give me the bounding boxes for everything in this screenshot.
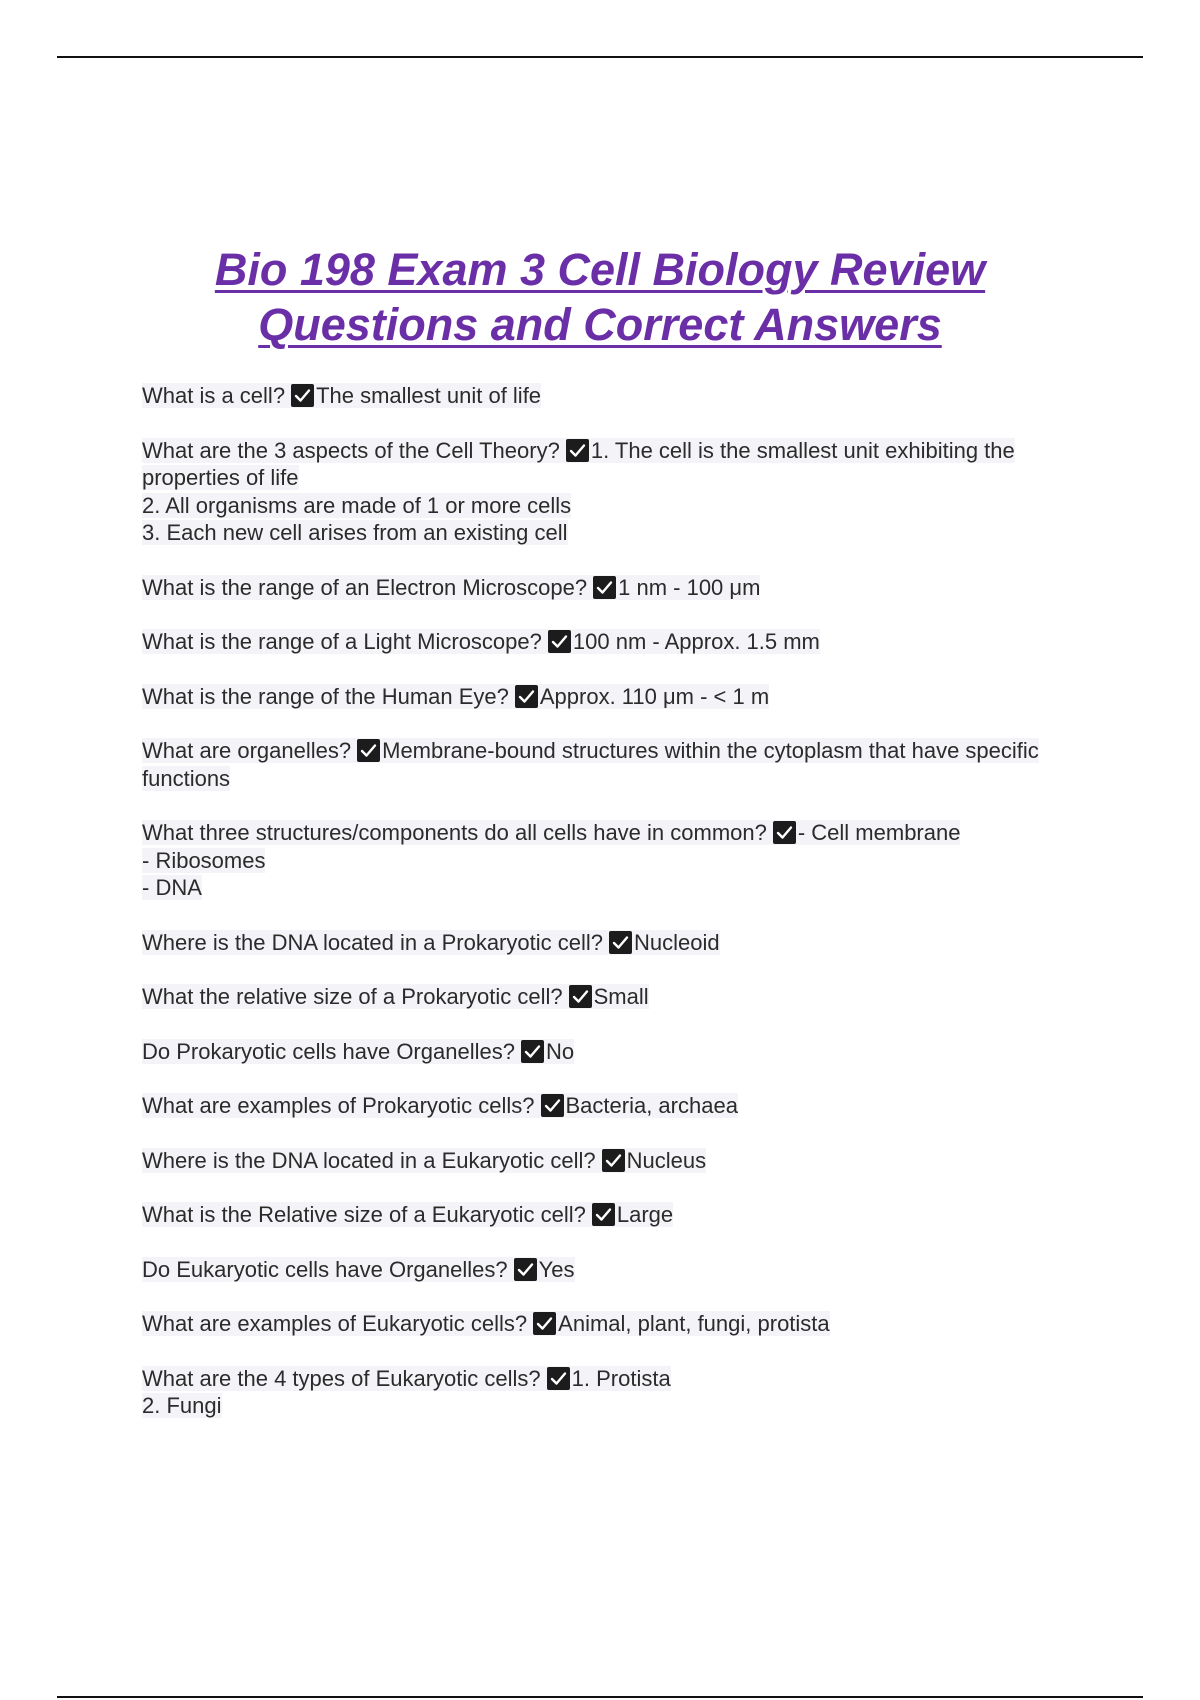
answer-line: No <box>545 1038 575 1064</box>
qa-text <box>142 820 960 900</box>
qa-text <box>142 1257 575 1282</box>
qa-text <box>142 1366 671 1419</box>
question-text: What are examples of Eukaryotic cells? <box>142 1311 528 1336</box>
answer-line: 1. Protista <box>571 1365 671 1391</box>
qa-item <box>142 683 1062 711</box>
question-text: What is the range of an Electron Microscope? <box>142 574 588 600</box>
qa-list <box>142 382 1062 1447</box>
answer-line: - Cell membrane <box>797 820 961 845</box>
question-text: What the relative size of a Prokaryotic cell? <box>142 984 563 1009</box>
document-title <box>0 242 1200 352</box>
question-text: What are the 3 aspects of the Cell Theory? <box>142 437 560 463</box>
answer-line: Nucleus <box>626 1147 707 1173</box>
answer-line: Animal, plant, fungi, protista <box>558 1311 830 1336</box>
check-box-icon <box>533 1312 556 1335</box>
qa-item <box>142 574 1062 602</box>
check-box-icon <box>357 739 380 762</box>
qa-item <box>142 737 1062 792</box>
check-box-icon <box>291 384 314 407</box>
qa-item <box>142 1147 1062 1175</box>
answer-line: The smallest unit of life <box>316 383 542 408</box>
question-text: What is the range of a Light Microscope? <box>142 629 542 654</box>
qa-item <box>142 1201 1062 1229</box>
top-rule <box>57 56 1143 58</box>
answer-line: Nucleoid <box>633 929 720 955</box>
title-line: Bio 198 Exam 3 Cell Biology Review <box>214 244 986 295</box>
check-box-icon <box>521 1040 544 1063</box>
qa-text <box>142 1148 706 1173</box>
qa-item <box>142 983 1062 1011</box>
qa-text <box>142 1039 574 1064</box>
qa-text <box>142 629 820 654</box>
answer-line: Yes <box>538 1256 575 1282</box>
question-text: What is a cell? <box>142 383 286 408</box>
answer-line: 2. All organisms are made of 1 or more cells <box>142 492 572 518</box>
check-box-icon <box>569 985 592 1008</box>
qa-text <box>142 1093 738 1118</box>
qa-item <box>142 1365 1062 1420</box>
check-box-icon <box>514 1258 537 1281</box>
question-text: What three structures/components do all cells have in common? <box>142 820 767 845</box>
question-text: What is the Relative size of a Eukaryotic cell? <box>142 1202 586 1227</box>
title-line: Questions and Correct Answers <box>258 299 942 350</box>
answer-line: 3. Each new cell arises from an existing cell <box>142 520 568 545</box>
qa-item <box>142 1092 1062 1120</box>
question-text: What is the range of the Human Eye? <box>142 683 509 709</box>
qa-text <box>142 1202 673 1227</box>
check-box-icon <box>515 685 538 708</box>
check-box-icon <box>609 931 632 954</box>
question-text: Where is the DNA located in a Eukaryotic cell? <box>142 1147 596 1173</box>
question-text: Where is the DNA located in a Prokaryotic cell? <box>142 929 603 955</box>
check-box-icon <box>548 630 571 653</box>
qa-text <box>142 684 769 709</box>
answer-line: 1. The cell is the smallest unit exhibiting the properties of life <box>142 437 1015 490</box>
answer-line: Bacteria, archaea <box>565 1093 738 1118</box>
answer-line: - Ribosomes <box>142 847 266 873</box>
qa-text <box>142 1311 830 1336</box>
qa-text <box>142 383 541 408</box>
check-box-icon <box>592 1203 615 1226</box>
check-box-icon <box>566 439 589 462</box>
question-text: Do Eukaryotic cells have Organelles? <box>142 1256 508 1282</box>
answer-line: Small <box>593 984 649 1009</box>
answer-line: 100 nm - Approx. 1.5 mm <box>572 629 820 654</box>
question-text: What are organelles? <box>142 738 352 763</box>
qa-text <box>142 575 760 600</box>
qa-item <box>142 1310 1062 1338</box>
answer-line: 1 nm - 100 μm <box>618 574 761 600</box>
qa-text <box>142 738 1039 791</box>
answer-line: 2. Fungi <box>142 1393 222 1418</box>
answer-line: Approx. 110 μm - < 1 m <box>539 683 770 709</box>
check-box-icon <box>541 1094 564 1117</box>
answer-line: Membrane-bound structures within the cytoplasm that have specific functions <box>142 738 1039 791</box>
qa-item <box>142 929 1062 957</box>
qa-text <box>142 984 649 1009</box>
qa-item <box>142 628 1062 656</box>
answer-line: Large <box>616 1202 674 1227</box>
qa-item <box>142 382 1062 410</box>
qa-item <box>142 819 1062 902</box>
qa-item <box>142 1256 1062 1284</box>
qa-item <box>142 437 1062 547</box>
answer-line: - DNA <box>142 875 202 900</box>
check-box-icon <box>547 1367 570 1390</box>
question-text: What are examples of Prokaryotic cells? <box>142 1093 535 1118</box>
qa-text <box>142 930 720 955</box>
check-box-icon <box>602 1149 625 1172</box>
qa-item <box>142 1038 1062 1066</box>
bottom-rule <box>57 1696 1143 1698</box>
check-box-icon <box>773 821 796 844</box>
check-box-icon <box>593 576 616 599</box>
question-text: What are the 4 types of Eukaryotic cells? <box>142 1365 541 1391</box>
question-text: Do Prokaryotic cells have Organelles? <box>142 1038 515 1064</box>
qa-text <box>142 438 1015 546</box>
